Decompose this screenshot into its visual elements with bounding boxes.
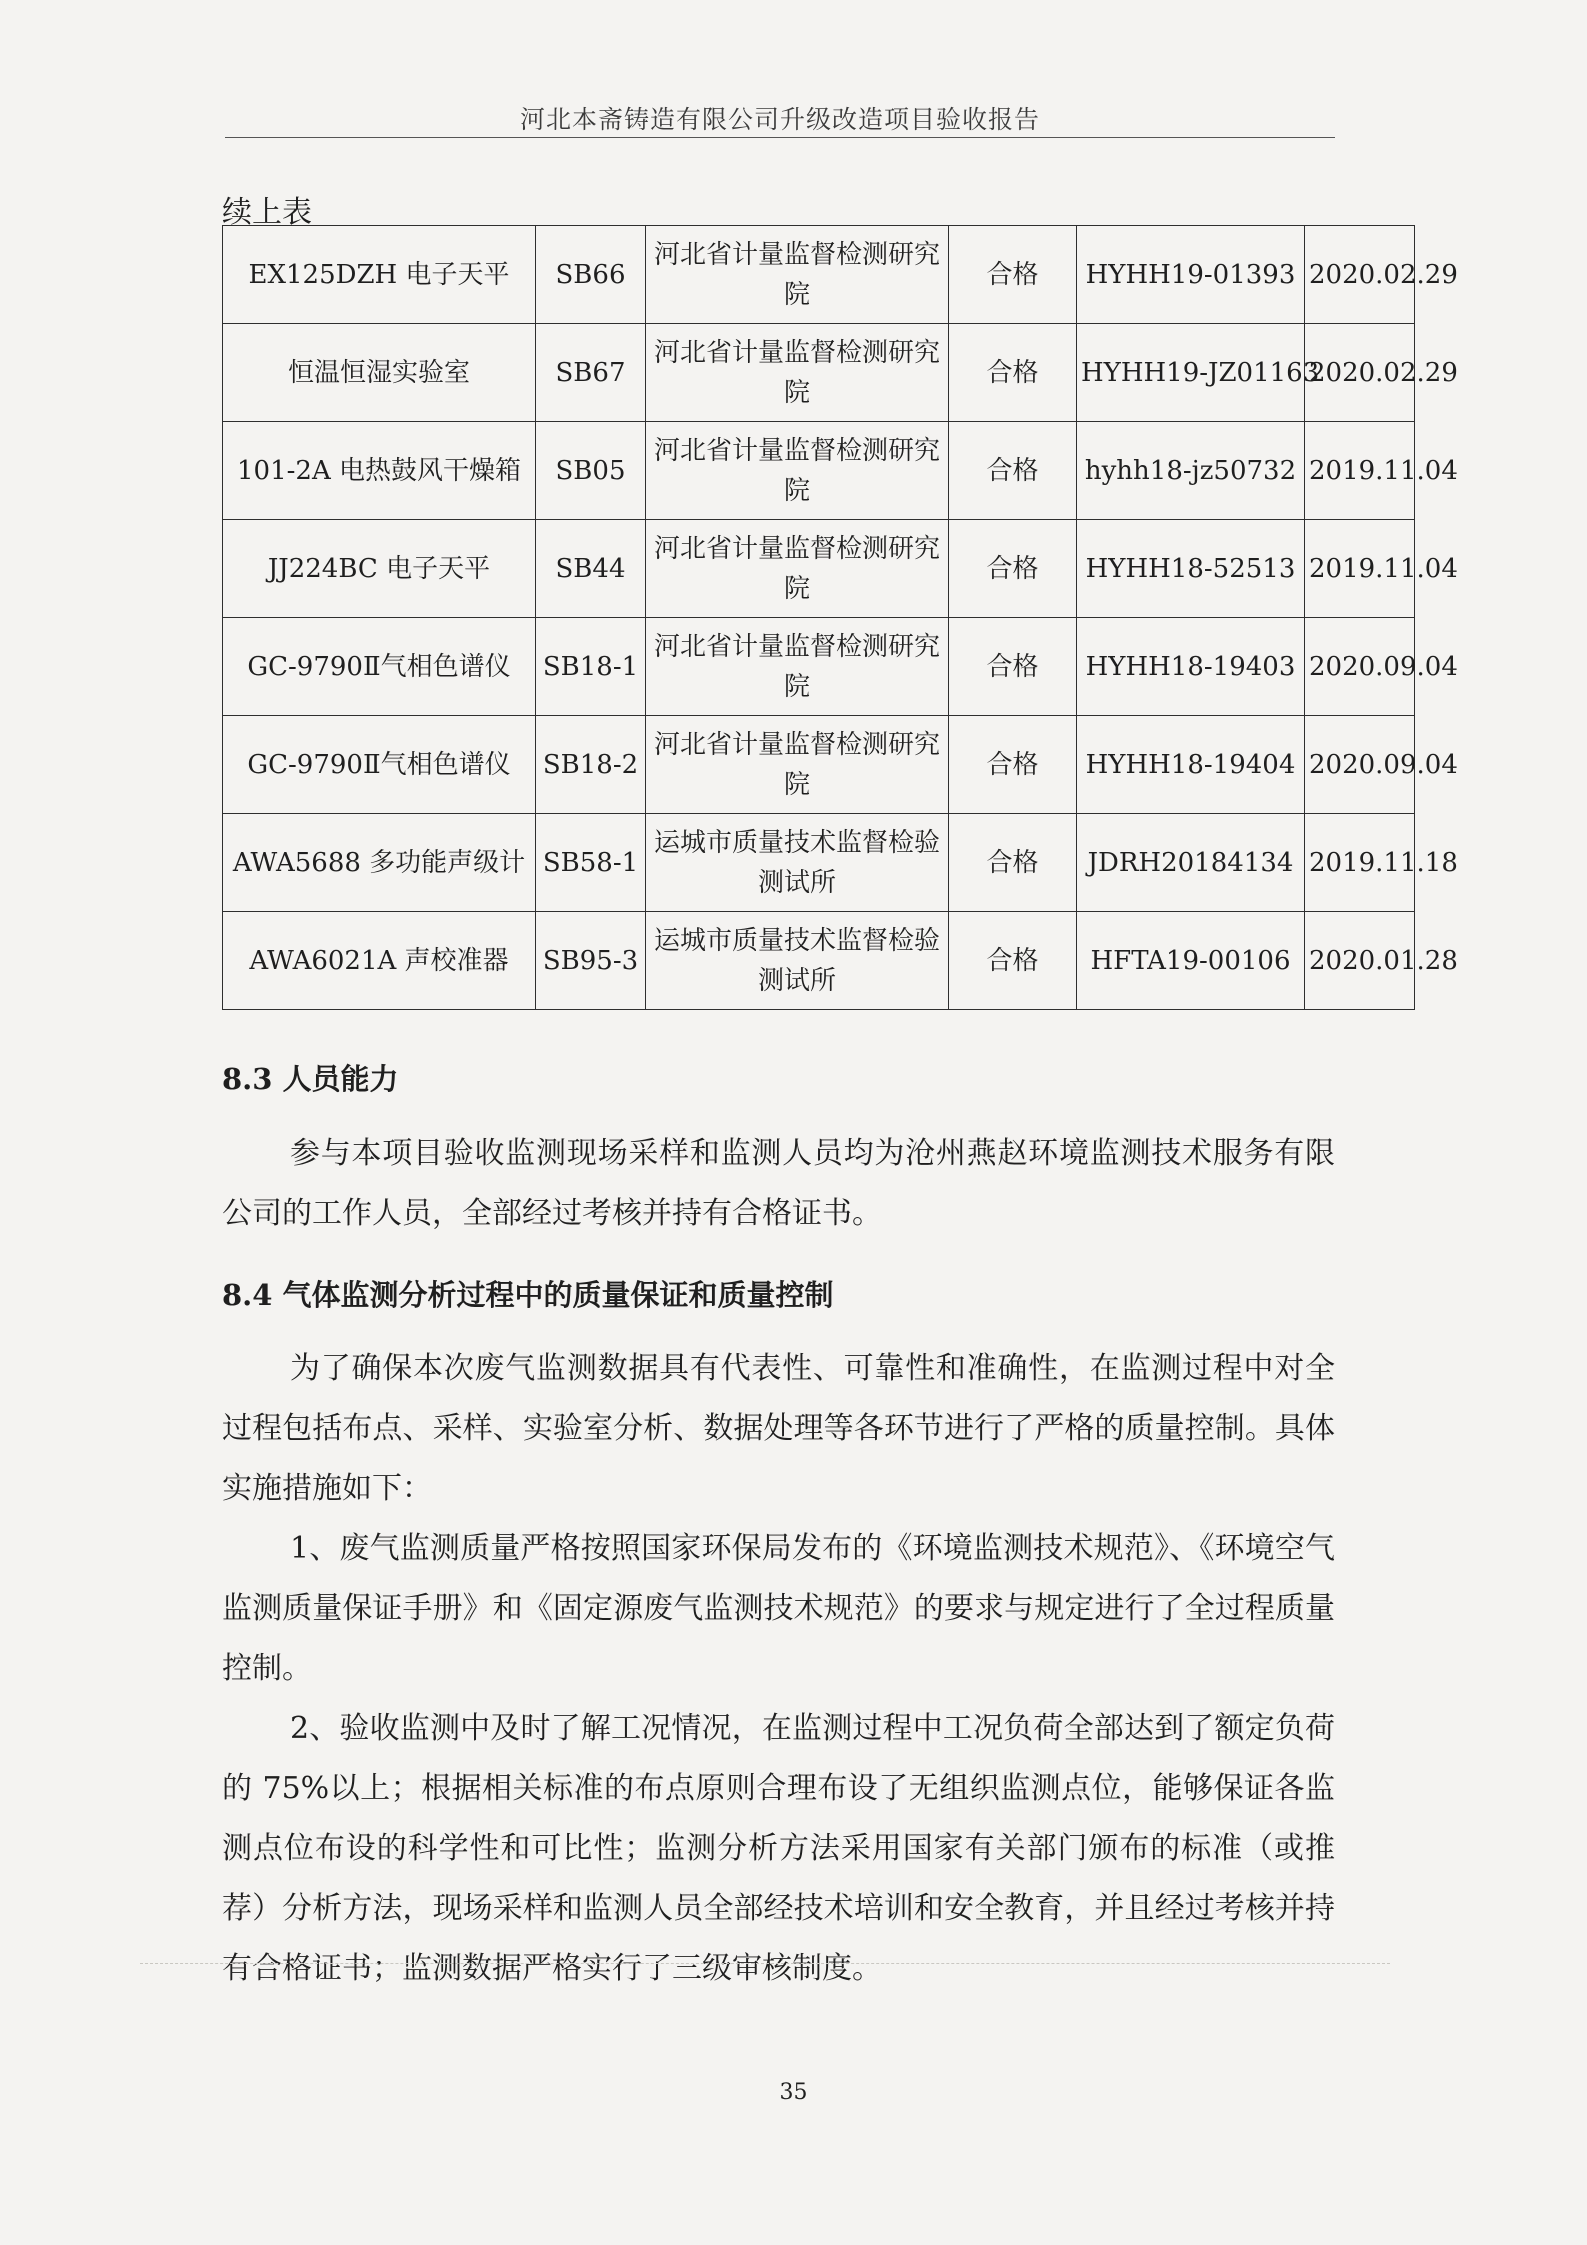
equipment-name-cell: AWA5688 多功能声级计 (223, 814, 536, 912)
valid-until-date-cell: 2020.02.29 (1305, 324, 1415, 422)
calibration-institution-cell: 运城市质量技术监督检验测试所 (646, 912, 949, 1010)
calibration-institution-cell: 河北省计量监督检测研究院 (646, 422, 949, 520)
certificate-number-cell: HFTA19-00106 (1077, 912, 1305, 1010)
valid-until-date-cell: 2020.09.04 (1305, 716, 1415, 814)
equipment-id-cell: SB44 (536, 520, 646, 618)
calibration-institution-cell: 河北省计量监督检测研究院 (646, 520, 949, 618)
certificate-number-cell: HYHH18-52513 (1077, 520, 1305, 618)
table-row (223, 422, 1415, 520)
table-row (223, 912, 1415, 1010)
table-row (223, 618, 1415, 716)
table-row (223, 324, 1415, 422)
equipment-name-cell: GC-9790Ⅱ气相色谱仪 (223, 716, 536, 814)
section-8-4-intro: 为了确保本次废气监测数据具有代表性、可靠性和准确性，在监测过程中对全过程包括布点、采样、实验室分析、数据处理等各环节进行了严格的质量控制。具体实施措施如下： (222, 1351, 1335, 1506)
equipment-id-cell: SB18-1 (536, 618, 646, 716)
table-row (223, 716, 1415, 814)
equipment-name-cell: JJ224BC 电子天平 (223, 520, 536, 618)
section-8-4-item-1: 1、废气监测质量严格按照国家环保局发布的《环境监测技术规范》、《环境空气监测质量保证手册》和《固定源废气监测技术规范》的要求与规定进行了全过程质量控制。 (222, 1531, 1335, 1686)
header-divider (225, 137, 1335, 138)
certificate-number-cell: hyhh18-jz50732 (1077, 422, 1305, 520)
valid-until-date-cell: 2020.01.28 (1305, 912, 1415, 1010)
calibration-result-cell: 合格 (949, 716, 1077, 814)
calibration-result-cell: 合格 (949, 422, 1077, 520)
certificate-number-cell: HYHH18-19404 (1077, 716, 1305, 814)
equipment-name-cell: 恒温恒湿实验室 (223, 324, 536, 422)
section-8-4-item-2: 2、验收监测中及时了解工况情况，在监测过程中工况负荷全部达到了额定负荷的 75%以上；根据相关标准的布点原则合理布设了无组织监测点位，能够保证各监测点位布设的科学性和可比性；监测分析方法采用国家有关部门颁布的标准（或推荐）分析方法，现场采样和监测人员全部经技术培训和安全教育，并且经过考核并持有合格证书；监测数据严格实行了三级审核制度。 (222, 1711, 1335, 1986)
calibration-institution-cell: 运城市质量技术监督检验测试所 (646, 814, 949, 912)
equipment-name-cell: EX125DZH 电子天平 (223, 226, 536, 324)
equipment-calibration-table (222, 225, 1458, 1010)
calibration-institution-cell: 河北省计量监督检测研究院 (646, 716, 949, 814)
calibration-result-cell: 合格 (949, 912, 1077, 1010)
equipment-name-cell: 101-2A 电热鼓风干燥箱 (223, 422, 536, 520)
equipment-id-cell: SB05 (536, 422, 646, 520)
report-header-title: 河北本斋铸造有限公司升级改造项目验收报告 (519, 105, 1040, 134)
equipment-name-cell: GC-9790Ⅱ气相色谱仪 (223, 618, 536, 716)
valid-until-date-cell: 2019.11.04 (1305, 520, 1415, 618)
calibration-institution-cell: 河北省计量监督检测研究院 (646, 226, 949, 324)
calibration-result-cell: 合格 (949, 814, 1077, 912)
valid-until-date-cell: 2020.09.04 (1305, 618, 1415, 716)
equipment-id-cell: SB58-1 (536, 814, 646, 912)
table-row (223, 814, 1415, 912)
calibration-result-cell: 合格 (949, 520, 1077, 618)
certificate-number-cell: HYHH19-JZ01163 (1077, 324, 1305, 422)
calibration-result-cell: 合格 (949, 324, 1077, 422)
section-8-3-heading: 8.3 人员能力 (222, 1062, 399, 1096)
section-8-3-paragraph: 参与本项目验收监测现场采样和监测人员均为沧州燕赵环境监测技术服务有限公司的工作人员，全部经过考核并持有合格证书。 (222, 1136, 1335, 1231)
certificate-number-cell: HYHH18-19403 (1077, 618, 1305, 716)
table-row (223, 226, 1415, 324)
equipment-table-body (223, 226, 1458, 1010)
equipment-id-cell: SB67 (536, 324, 646, 422)
valid-until-date-cell: 2019.11.18 (1305, 814, 1415, 912)
equipment-id-cell: SB66 (536, 226, 646, 324)
section-8-4-heading: 8.4 气体监测分析过程中的质量保证和质量控制 (222, 1278, 834, 1312)
scan-artifact-line (140, 1963, 1390, 1964)
equipment-id-cell: SB18-2 (536, 716, 646, 814)
calibration-result-cell: 合格 (949, 618, 1077, 716)
calibration-institution-cell: 河北省计量监督检测研究院 (646, 618, 949, 716)
valid-until-date-cell: 2019.11.04 (1305, 422, 1415, 520)
page-number: 35 (779, 2080, 808, 2105)
table-continued-caption: 续上表 (222, 195, 312, 230)
valid-until-date-cell: 2020.02.29 (1305, 226, 1415, 324)
calibration-institution-cell: 河北省计量监督检测研究院 (646, 324, 949, 422)
certificate-number-cell: JDRH20184134 (1077, 814, 1305, 912)
equipment-name-cell: AWA6021A 声校准器 (223, 912, 536, 1010)
certificate-number-cell: HYHH19-01393 (1077, 226, 1305, 324)
calibration-result-cell: 合格 (949, 226, 1077, 324)
equipment-id-cell: SB95-3 (536, 912, 646, 1010)
table-row (223, 520, 1415, 618)
